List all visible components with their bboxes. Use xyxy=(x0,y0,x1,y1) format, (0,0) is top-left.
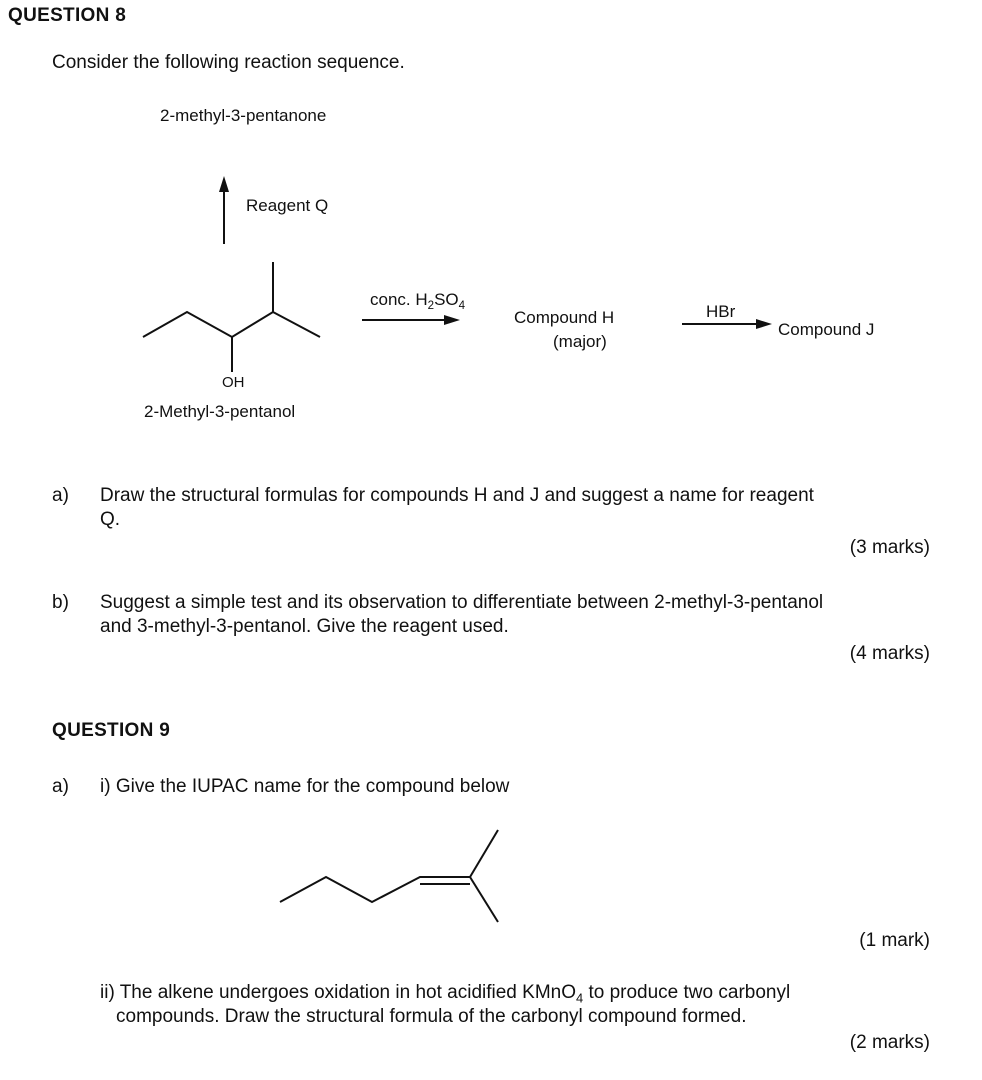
q9-sub-ii-line1: ii) The alkene undergoes oxidation in hot acidified KMnO$_4$ to produce two carbonyl xyxy=(100,982,791,1006)
q8-part-a-line2: Q. xyxy=(100,509,121,530)
question-9-heading: QUESTION 9 xyxy=(52,720,171,741)
acid-reaction-arrow xyxy=(362,315,460,325)
ketone-name-label: 2-methyl-3-pentanone xyxy=(160,106,327,125)
q8-part-a-marks: (3 marks) xyxy=(849,537,930,558)
alcohol-skeletal-structure xyxy=(143,262,320,372)
alkene-skeletal-structure xyxy=(280,830,498,922)
hydroxyl-label: OH xyxy=(222,374,245,391)
q9-sub-ii-line2: compounds. Draw the structural formula of the carbonyl compound formed. xyxy=(116,1006,747,1027)
q8-part-b-line2: and 3-methyl-3-pentanol. Give the reagent used. xyxy=(100,616,509,637)
reagent-q-label: Reagent Q xyxy=(246,196,329,215)
compound-h-label: Compound H xyxy=(514,308,615,327)
reagent-q-arrow xyxy=(219,176,229,244)
q8-part-a-label: a) xyxy=(52,485,69,506)
sulfuric-acid-label: conc. $H_2SO_4$ xyxy=(370,290,466,313)
q9-part-a-label: a) xyxy=(52,776,69,797)
q9-sub-ii-marks: (2 marks) xyxy=(849,1032,930,1053)
compound-j-label: Compound J xyxy=(778,320,875,339)
q8-part-b-line1: Suggest a simple test and its observation to differentiate between 2-methyl-3-pentanol xyxy=(100,592,824,613)
q8-part-a-line1: Draw the structural formulas for compounds H and J and suggest a name for reagent xyxy=(100,485,814,506)
compound-h-major-note: (major) xyxy=(553,332,607,351)
q8-part-b-label: b) xyxy=(52,592,69,613)
q9-sub-i-text: i) Give the IUPAC name for the compound below xyxy=(100,776,510,797)
question-8-intro: Consider the following reaction sequence. xyxy=(52,52,405,73)
q8-part-b-marks: (4 marks) xyxy=(849,643,930,664)
q9-sub-i-marks: (1 mark) xyxy=(859,930,930,951)
question-8-heading: QUESTION 8 xyxy=(8,5,127,26)
hbr-label: HBr xyxy=(706,302,736,321)
alcohol-name-label: 2-Methyl-3-pentanol xyxy=(144,402,296,421)
